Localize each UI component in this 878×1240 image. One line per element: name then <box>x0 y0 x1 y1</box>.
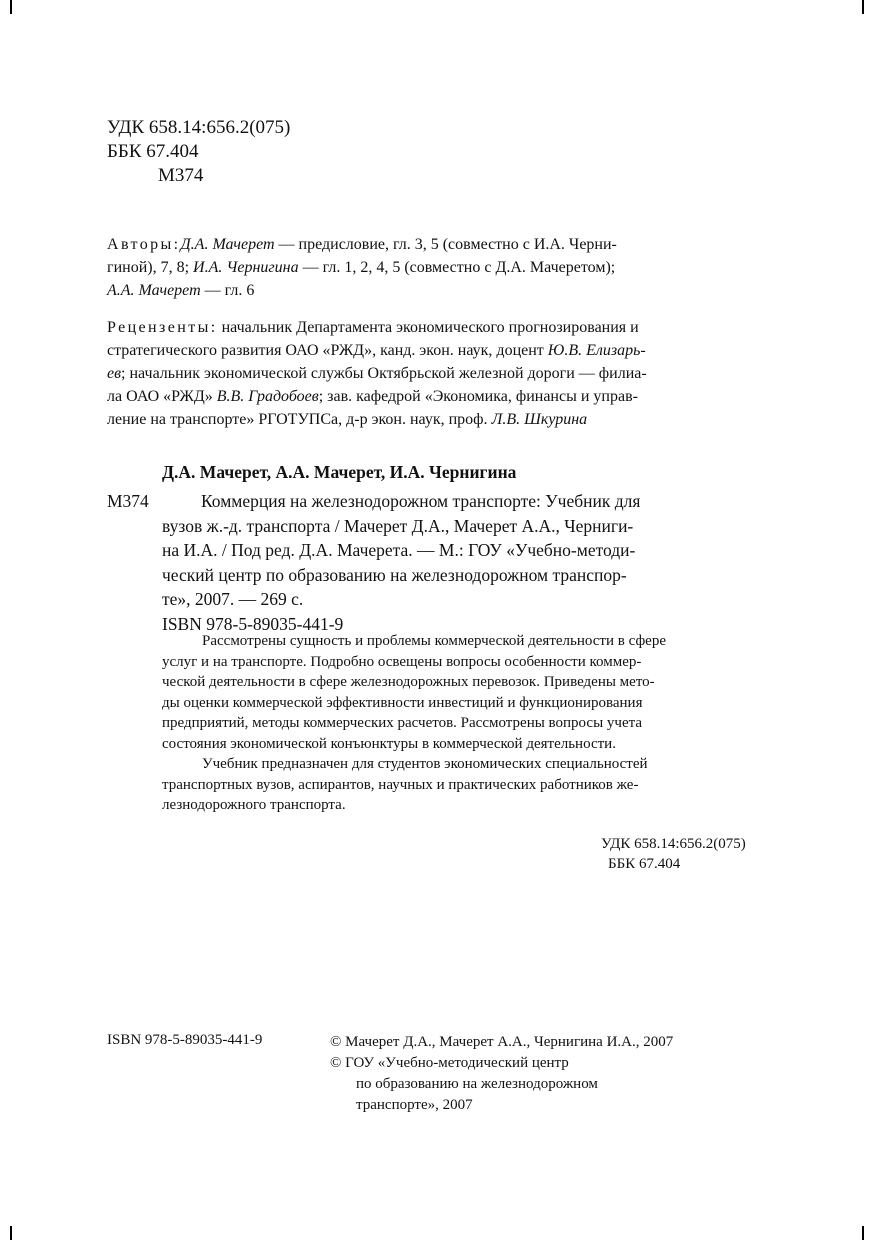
authors-text: — предисловие, гл. 3, 5 (совместно с И.А. Черни- <box>274 236 617 253</box>
reviewers-line-2 <box>107 339 647 362</box>
footer-isbn: ISBN 978-5-89035-441-9 <box>107 1032 263 1048</box>
book-line-4: ческий центр по образованию на железнодорожном транспор- <box>162 564 627 585</box>
authors-text: — гл. 1, 2, 4, 5 (совместно с Д.А. Мачеретом); <box>298 259 616 276</box>
reviewers-line-1 <box>107 316 647 339</box>
book-line-2: вузов ж.-д. транспорта / Мачерет Д.А., Мачерет А.А., Черниги- <box>162 515 634 536</box>
reviewer-elizarev: Ю.В. Елизарь- <box>547 342 646 359</box>
book-line-3: на И.А. / Под ред. Д.А. Мачерета. — М.: ГОУ «Учебно-методи- <box>162 540 636 560</box>
annotation-p1-line: Рассмотрены сущность и проблемы коммерческой деятельности в сфере <box>202 633 666 649</box>
reviewers-block <box>107 316 647 431</box>
book-code: М374 <box>107 491 149 511</box>
reviewers-line-3 <box>107 362 647 385</box>
classification-bbk: ББК 67.404 <box>608 856 681 872</box>
reviewers-text: ление на транспорте» РГОТУПСа, д-р экон. наук, проф. <box>107 411 492 428</box>
authors-text: — гл. 6 <box>200 282 255 299</box>
annotation-p2-line: транспортных вузов, аспирантов, научных и практических работников же- <box>162 776 639 793</box>
reviewers-label: Рецензенты: <box>107 319 218 336</box>
authors-line-3 <box>107 279 617 302</box>
book-description-cont <box>162 514 635 637</box>
annotation-p2-line: лезнодорожного транспорта. <box>162 797 346 813</box>
annotation-p2-line: Учебник предназначен для студентов экономических специальностей <box>202 756 648 772</box>
author-macheret-da: Д.А. Мачерет <box>180 236 275 253</box>
copyright-publisher: © ГОУ «Учебно-методический центр <box>330 1055 569 1071</box>
book-isbn: ISBN 978-5-89035-441-9 <box>162 613 344 634</box>
reviewers-text: ; зав. кафедрой «Экономика, финансы и управ- <box>318 388 638 405</box>
reviewers-text: начальник Департамента экономического прогнозирования и <box>217 319 639 336</box>
annotation <box>162 631 666 816</box>
annotation-p1-line: ды оценки коммерческой эффективности инвестиций и функционирования <box>162 694 643 711</box>
authors-line-2 <box>107 256 617 279</box>
book-authors <box>162 462 516 483</box>
authors-label: Авторы: <box>107 236 181 253</box>
crop-mark-bottom-right <box>862 1226 864 1240</box>
authors-line-1 <box>107 233 617 256</box>
authors-block <box>107 233 617 302</box>
book-line-5: те», 2007. — 269 с. <box>162 589 304 609</box>
reviewers-line-4 <box>107 385 647 408</box>
copyright-block <box>330 1032 673 1116</box>
header-code: М374 <box>158 165 204 186</box>
crop-mark-top-left <box>10 0 12 14</box>
annotation-p1-line: предприятий, методы коммерческих расчетов. Рассмотрены вопросы учета <box>162 715 643 731</box>
classification-udk: УДК 658.14:656.2(075) <box>601 836 746 852</box>
author-macheret-aa: А.А. Мачерет <box>107 282 201 299</box>
reviewers-text: ; начальник экономической службы Октябрьской железной дороги — филиа- <box>121 365 647 382</box>
copyright-authors: © Мачерет Д.А., Мачерет А.А., Чернигина И.А., 2007 <box>330 1034 674 1050</box>
book-line-1: Коммерция на железнодорожном транспорте: Учебник для <box>201 491 641 511</box>
copyright-publisher-cont: по образованию на железнодорожном <box>356 1076 598 1092</box>
reviewer-elizarev-end: ев <box>107 365 122 382</box>
crop-mark-bottom-left <box>10 1226 12 1240</box>
reviewers-text: стратегического развития ОАО «РЖД», канд. экон. наук, доцент <box>107 342 548 359</box>
book-authors-text: Д.А. Мачерет, А.А. Мачерет, И.А. Чернигина <box>162 462 517 482</box>
author-chernigina: И.А. Чернигина <box>193 259 299 276</box>
annotation-p1-line: состояния экономической конъюнктуры в коммерческой деятельности. <box>162 735 616 752</box>
authors-text: гиной), 7, 8; <box>107 259 194 276</box>
reviewer-shkurina: Л.В. Шкурина <box>491 411 588 428</box>
book-description <box>201 489 640 514</box>
annotation-p1-line: ческой деятельности в сфере железнодорожных перевозок. Приведены мето- <box>162 674 655 690</box>
reviewers-text: ла ОАО «РЖД» <box>107 388 217 405</box>
copyright-publisher-year: транспорте», 2007 <box>356 1097 473 1113</box>
annotation-p1-line: услуг и на транспорте. Подробно освещены вопросы особенности коммер- <box>162 653 642 670</box>
header-bbk: ББК 67.404 <box>107 141 199 162</box>
reviewer-gradoboev: В.В. Градобоев <box>216 388 319 405</box>
crop-mark-top-right <box>862 0 864 14</box>
reviewers-line-5 <box>107 408 647 431</box>
header-udk: УДК 658.14:656.2(075) <box>107 117 291 138</box>
